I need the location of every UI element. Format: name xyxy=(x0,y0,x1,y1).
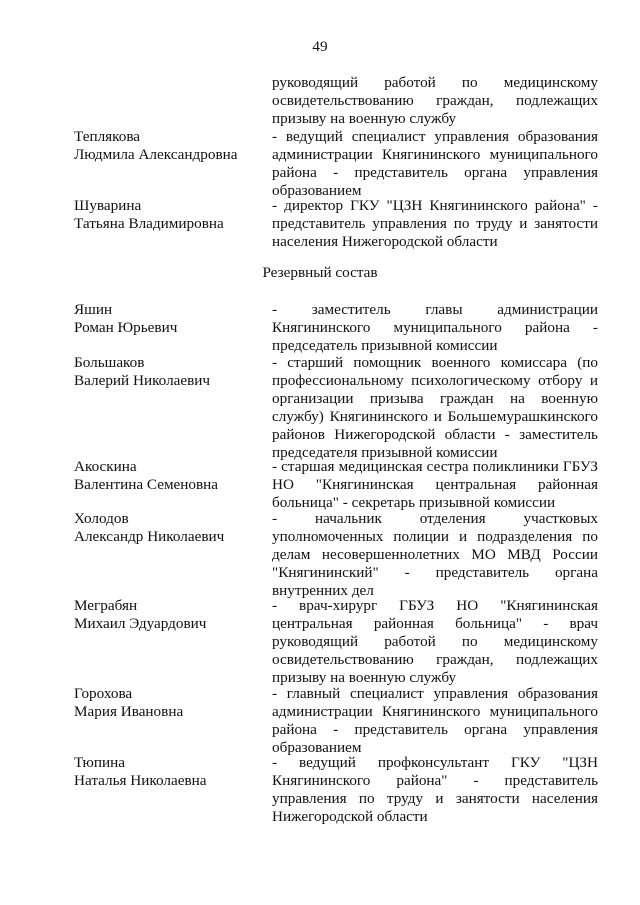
member-role: - врач-хирург ГБУЗ НО "Княгининская центральная районная больница" - врач руководящий работой по медицинскому освидетельствованию граждан, подлежащих призыву на военную службу xyxy=(272,597,598,686)
member-role: - старший помощник военного комиссара (по профессиональному психологическому отбору и организации призыва граждан на военную службу) Княгининского и Большемурашкинского районов Нижегородской области - заместитель председателя призывной комиссии xyxy=(272,354,598,461)
member-given-name: Людмила Александровна xyxy=(74,146,238,163)
member-given-name: Наталья Николаевна xyxy=(74,772,207,789)
member-given-name: Михаил Эдуардович xyxy=(74,615,207,632)
member-role: - ведущий профконсультант ГКУ "ЦЗН Княгининского района" - представитель управления по труду и занятости населения Нижегородской области xyxy=(272,754,598,825)
member-given-name: Валентина Семеновна xyxy=(74,476,219,493)
member-role: - заместитель главы администрации Княгининского муниципального района - председатель призывной комиссии xyxy=(272,301,598,354)
member-role: - ведущий специалист управления образования администрации Княгининского муниципального района - представитель органа управления образованием xyxy=(272,128,598,199)
member-name xyxy=(74,754,264,790)
member-surname: Меграбян xyxy=(74,597,138,614)
member-name xyxy=(74,685,264,721)
member-role: - директор ГКУ "ЦЗН Княгининского района" - представитель управления по труду и занятости населения Нижегородской области xyxy=(272,197,598,250)
member-given-name: Мария Ивановна xyxy=(74,703,184,720)
member-surname: Яшин xyxy=(74,301,113,318)
member-surname: Тюпина xyxy=(74,754,125,771)
member-role: - главный специалист управления образования администрации Княгининского муниципального района - представитель органа управления образованием xyxy=(272,685,598,756)
member-name xyxy=(74,510,264,546)
member-name xyxy=(74,458,264,494)
member-role: - старшая медицинская сестра поликлиники ГБУЗ НО "Княгининская центральная районная больница" - секретарь призывной комиссии xyxy=(272,458,598,511)
member-name xyxy=(74,354,264,390)
member-surname: Шуварина xyxy=(74,197,142,214)
member-given-name: Роман Юрьевич xyxy=(74,319,178,336)
member-surname: Горохова xyxy=(74,685,133,702)
member-given-name: Валерий Николаевич xyxy=(74,372,211,389)
member-surname: Большаков xyxy=(74,354,145,371)
member-surname: Акоскина xyxy=(74,458,137,475)
member-role: - начальник отделения участковых уполномоченных полиции и подразделения по делам несовершеннолетних МО МВД России "Княгининский" - представитель органа внутренних дел xyxy=(272,510,598,599)
member-surname: Теплякова xyxy=(74,128,141,145)
reserve-section-title: Резервный состав xyxy=(262,264,378,281)
member-name xyxy=(74,197,264,233)
member-surname: Холодов xyxy=(74,510,129,527)
continued-role-text: руководящий работой по медицинскому освидетельствованию граждан, подлежащих призыву на военную службу xyxy=(272,74,598,127)
member-name xyxy=(74,301,264,337)
page-number: 49 xyxy=(312,38,328,55)
member-name xyxy=(74,597,264,633)
member-given-name: Александр Николаевич xyxy=(74,528,225,545)
member-name xyxy=(74,128,264,164)
member-given-name: Татьяна Владимировна xyxy=(74,215,224,232)
